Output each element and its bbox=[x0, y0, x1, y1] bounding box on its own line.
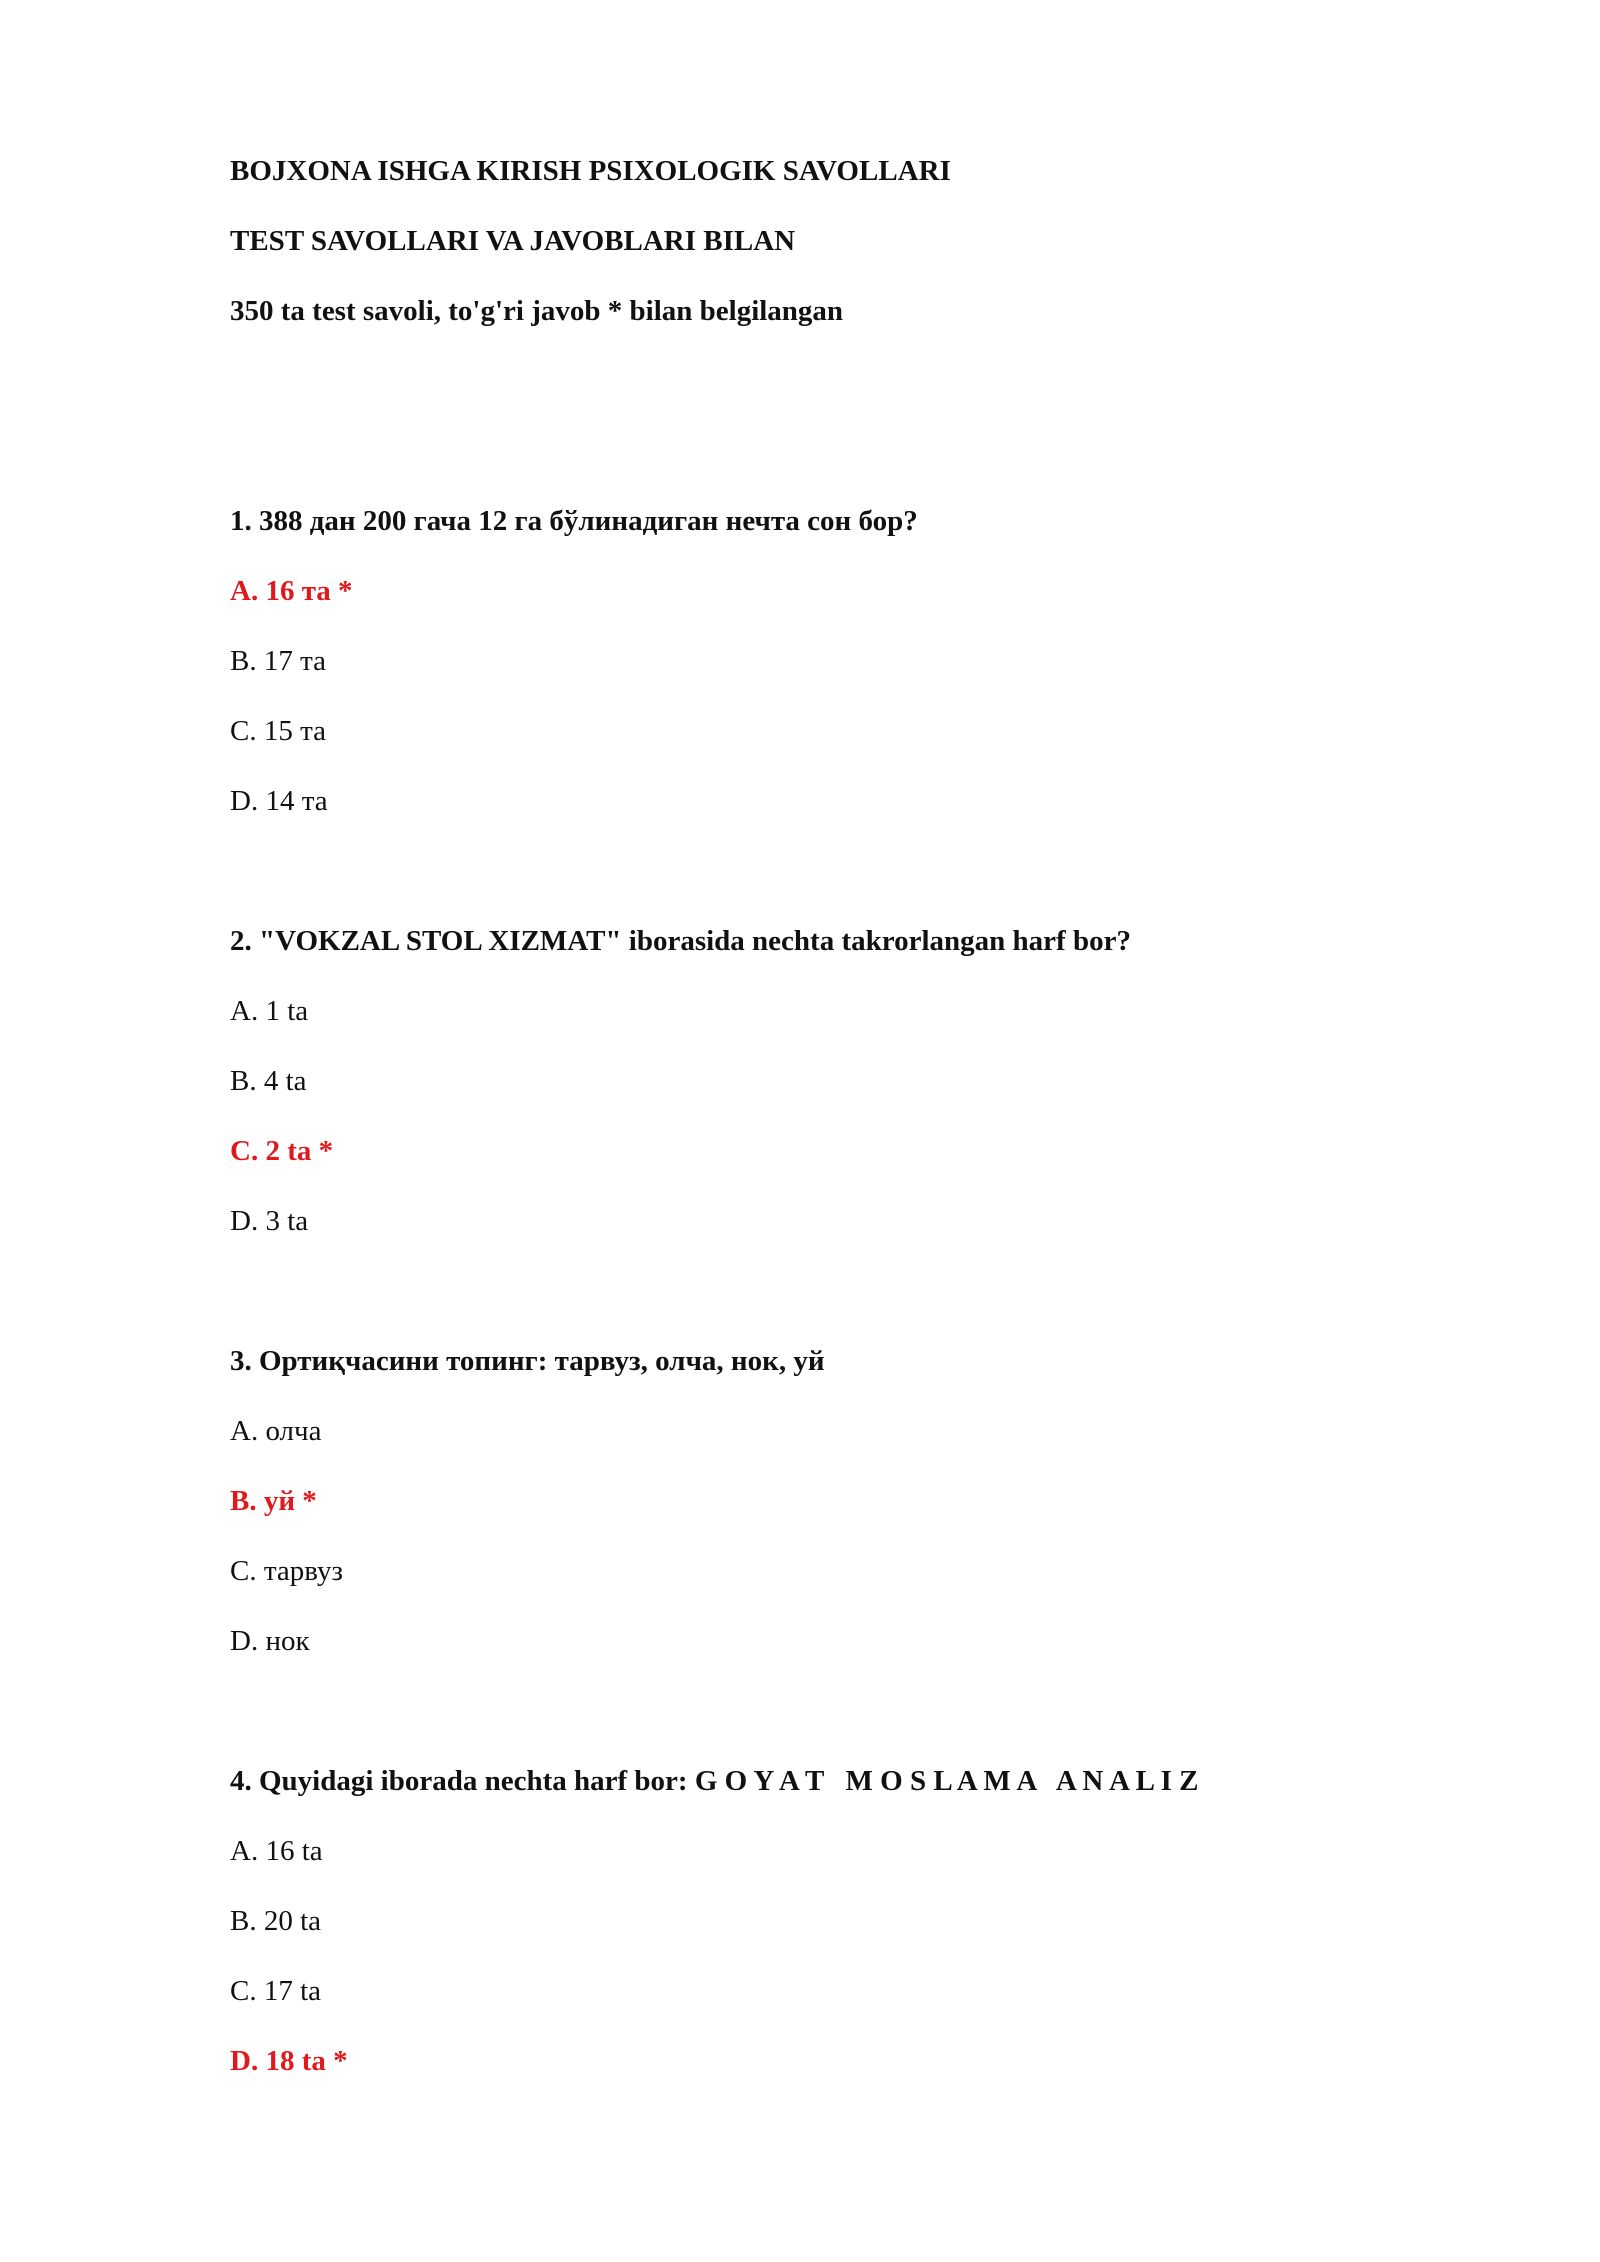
question-text: 3. Ортиқчасини топинг: тарвуз, олча, нок, уй bbox=[230, 1345, 825, 1377]
question-text: 1. 388 дан 200 гача 12 га бўлинадиган нечта сон бор? bbox=[230, 505, 918, 537]
answer-option-correct: B. уй * bbox=[230, 1485, 317, 1517]
document-subtitle: TEST SAVOLLARI VA JAVOBLARI BILAN bbox=[230, 225, 796, 257]
document-note: 350 ta test savoli, to'g'ri javob * bilan belgilangan bbox=[230, 295, 844, 327]
answer-option-correct: C. 2 ta * bbox=[230, 1135, 334, 1167]
question-text: 4. Quyidagi iborada nechta harf bor: G O Y A T M O S L A M A A N A L I Z bbox=[230, 1765, 1199, 1797]
answer-option: D. 3 ta bbox=[230, 1205, 309, 1237]
answer-option: A. олча bbox=[230, 1415, 322, 1447]
answer-option: B. 20 ta bbox=[230, 1905, 322, 1937]
answer-option: C. 15 та bbox=[230, 715, 326, 747]
answer-option-correct: A. 16 та * bbox=[230, 575, 353, 607]
answer-option-correct: D. 18 ta * bbox=[230, 2045, 348, 2077]
answer-option: A. 16 ta bbox=[230, 1835, 323, 1867]
answer-option: A. 1 ta bbox=[230, 995, 309, 1027]
answer-option: C. 17 ta bbox=[230, 1975, 322, 2007]
question-text: 2. "VOKZAL STOL XIZMAT" iborasida nechta takrorlangan harf bor? bbox=[230, 925, 1131, 957]
answer-option: B. 4 ta bbox=[230, 1065, 307, 1097]
answer-option: D. 14 та bbox=[230, 785, 328, 817]
document-title: BOJXONA ISHGA KIRISH PSIXOLOGIK SAVOLLARI bbox=[230, 155, 951, 187]
answer-option: C. тарвуз bbox=[230, 1555, 343, 1587]
answer-option: D. нок bbox=[230, 1625, 310, 1657]
answer-option: B. 17 та bbox=[230, 645, 326, 677]
